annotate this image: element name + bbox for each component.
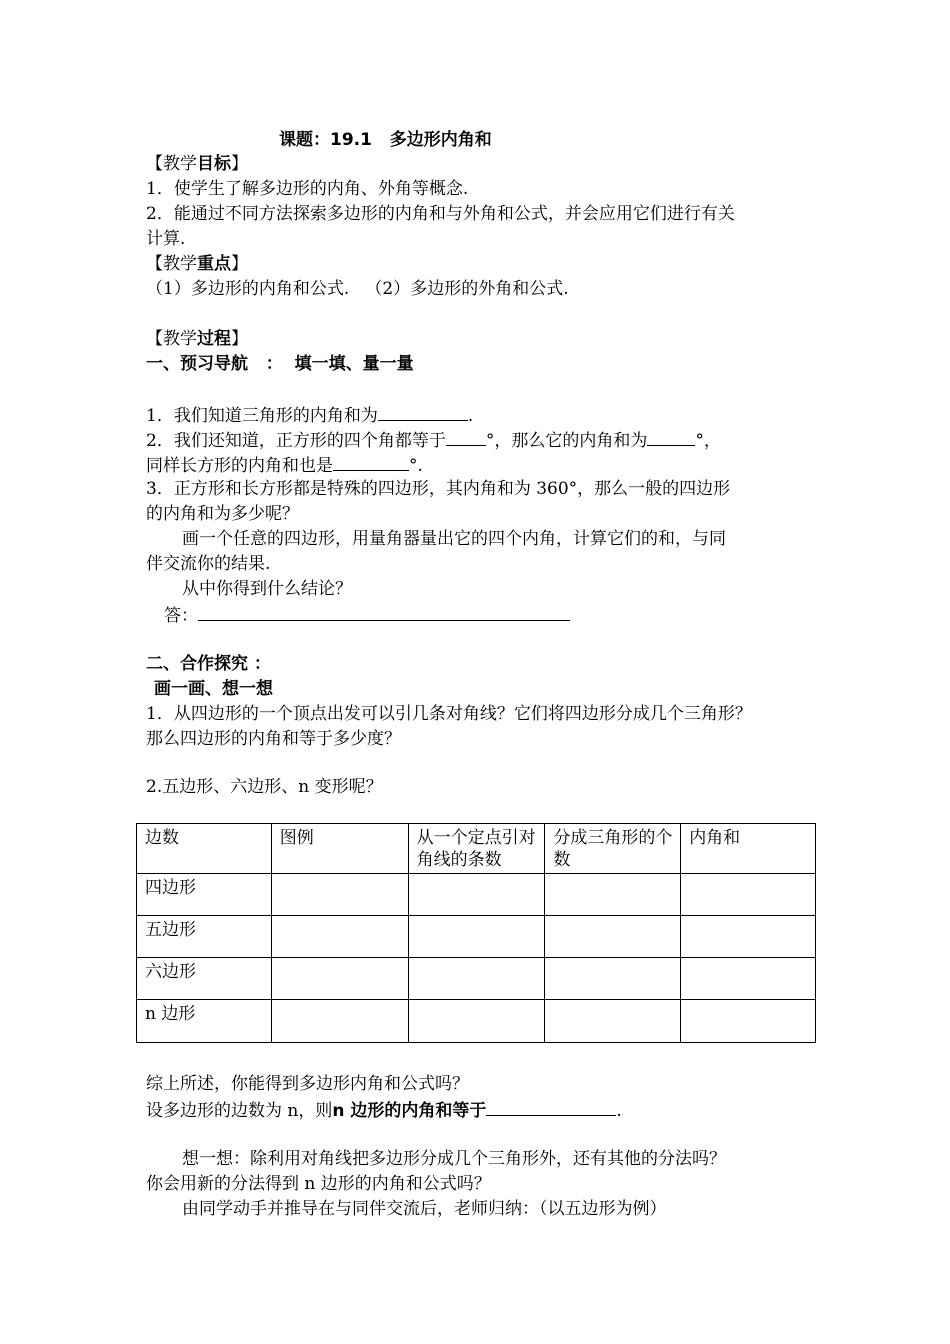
table-cell[interactable] [545,1000,681,1043]
table-cell[interactable] [681,916,816,958]
think-line-1: 想一想：除利用对角线把多边形分成几个三角形外，还有其他的分法吗？ [182,1149,726,1169]
summary-bold: n 边形的内角和等于 [332,1101,487,1121]
table-cell[interactable] [408,874,545,916]
section2-heading: 二、合作探究 ： [146,654,271,674]
table-header: 内角和 [681,824,816,874]
table-cell[interactable] [545,958,681,1000]
question-1-text: 1．我们知道三角形的内角和为 [146,406,378,426]
goals-heading [146,152,248,176]
explore-question-1-cont: 那么四边形的内角和等于多少度？ [146,729,401,749]
conclusion-question: 从中你得到什么结论？ [182,579,352,599]
table-header: 图例 [271,824,408,874]
table-row [137,916,816,958]
keypoints-heading [146,252,248,276]
explore-question-2: 2.五边形、六边形、n 变形呢？ [146,777,383,797]
answer-blank[interactable] [446,427,486,446]
summary-line-1: 综上所述，你能得到多边形内角和公式吗？ [146,1074,469,1094]
explore-question-1: 1．从四边形的一个顶点出发可以引几条对角线？它们将四边形分成几个三角形？ [146,704,752,724]
draw-instruction-cont: 伴交流你的结果. [146,554,271,574]
table-cell[interactable] [545,874,681,916]
question-3: 3．正方形和长方形都是特殊的四边形，其内角和为 360°，那么一般的四边形 [146,479,731,499]
question-2-cont [146,452,423,478]
goals-label: 教学 [163,154,197,174]
answer-blank[interactable] [647,427,695,446]
table-header: 分成三角形的个数 [545,824,681,874]
process-heading [146,327,248,351]
summary-prefix: 设多边形的边数为 n，则 [146,1101,333,1121]
polygon-table [136,823,816,1043]
teacher-summary: 由同学动手并推导在与同伴交流后，老师归纳：（以五边形为例） [182,1199,667,1219]
table-row [137,1000,816,1043]
process-label: 教学 [163,329,197,349]
keypoints-text: （1）多边形的内角和公式. （2）多边形的外角和公式. [146,279,569,299]
table-cell: 六边形 [137,958,272,1000]
section1-heading: 一、预习导航 ： 填一填、量一量 [146,354,414,374]
page-title: 课题：19.1 多边形内角和 [279,130,492,150]
question-3-cont: 的内角和为多少呢？ [146,504,299,524]
process-label-bold: 过程 [197,329,231,349]
period: . [616,1101,622,1121]
answer-blank[interactable] [333,452,409,471]
table-cell: 四边形 [137,874,272,916]
table-header: 边数 [137,824,272,874]
goal-item-2: 2．能通过不同方法探索多边形的内角和与外角和公式，并会应用它们进行有关 [146,204,735,224]
goal-item-1: 1．使学生了解多边形的内角、外角等概念. [146,179,469,199]
answer-line [164,602,570,628]
table-cell[interactable] [545,916,681,958]
keypoints-label: 教学 [163,254,197,274]
answer-blank[interactable] [378,402,468,421]
table-cell[interactable] [271,916,408,958]
table-row [137,958,816,1000]
question-2b-text: 同样长方形的内角和也是 [146,456,333,476]
table-cell[interactable] [408,958,545,1000]
bracket-close: 】 [231,254,248,274]
keypoints-label-bold: 重点 [197,254,231,274]
table-cell: 五边形 [137,916,272,958]
think-line-2: 你会用新的分法得到 n 边形的内角和公式吗？ [146,1174,491,1194]
question-2-suffix: °， [695,431,721,451]
table-header: 从一个定点引对角线的条数 [408,824,545,874]
goal-item-2-cont: 计算. [146,229,186,249]
bracket-open: 【 [146,254,163,274]
draw-instruction: 画一个任意的四边形，用量角器量出它的四个内角，计算它们的和，与同 [182,529,726,549]
answer-blank[interactable] [198,602,570,621]
question-1 [146,402,473,428]
bracket-close: 】 [231,154,248,174]
table-cell[interactable] [271,1000,408,1043]
goals-label-bold: 目标 [197,154,231,174]
question-2-mid: °，那么它的内角和为 [485,431,648,451]
question-2-text: 2．我们还知道，正方形的四个角都等于 [146,431,446,451]
bracket-close: 】 [231,329,248,349]
question-2b-suffix: °. [409,456,423,476]
summary-line-2 [146,1097,622,1123]
section2-subheading: 画一画、想一想 [154,679,273,699]
table-cell[interactable] [408,1000,545,1043]
answer-label: 答： [164,606,198,626]
table-row [137,874,816,916]
table-cell[interactable] [681,874,816,916]
bracket-open: 【 [146,329,163,349]
table-cell[interactable] [681,958,816,1000]
table-header-row [137,824,816,874]
period: . [467,406,474,426]
table-cell[interactable] [681,1000,816,1043]
answer-blank[interactable] [486,1097,616,1116]
table-cell[interactable] [271,958,408,1000]
table-cell: n 边形 [137,1000,272,1043]
bracket-open: 【 [146,154,163,174]
question-2 [146,427,721,453]
table-cell[interactable] [271,874,408,916]
table-cell[interactable] [408,916,545,958]
